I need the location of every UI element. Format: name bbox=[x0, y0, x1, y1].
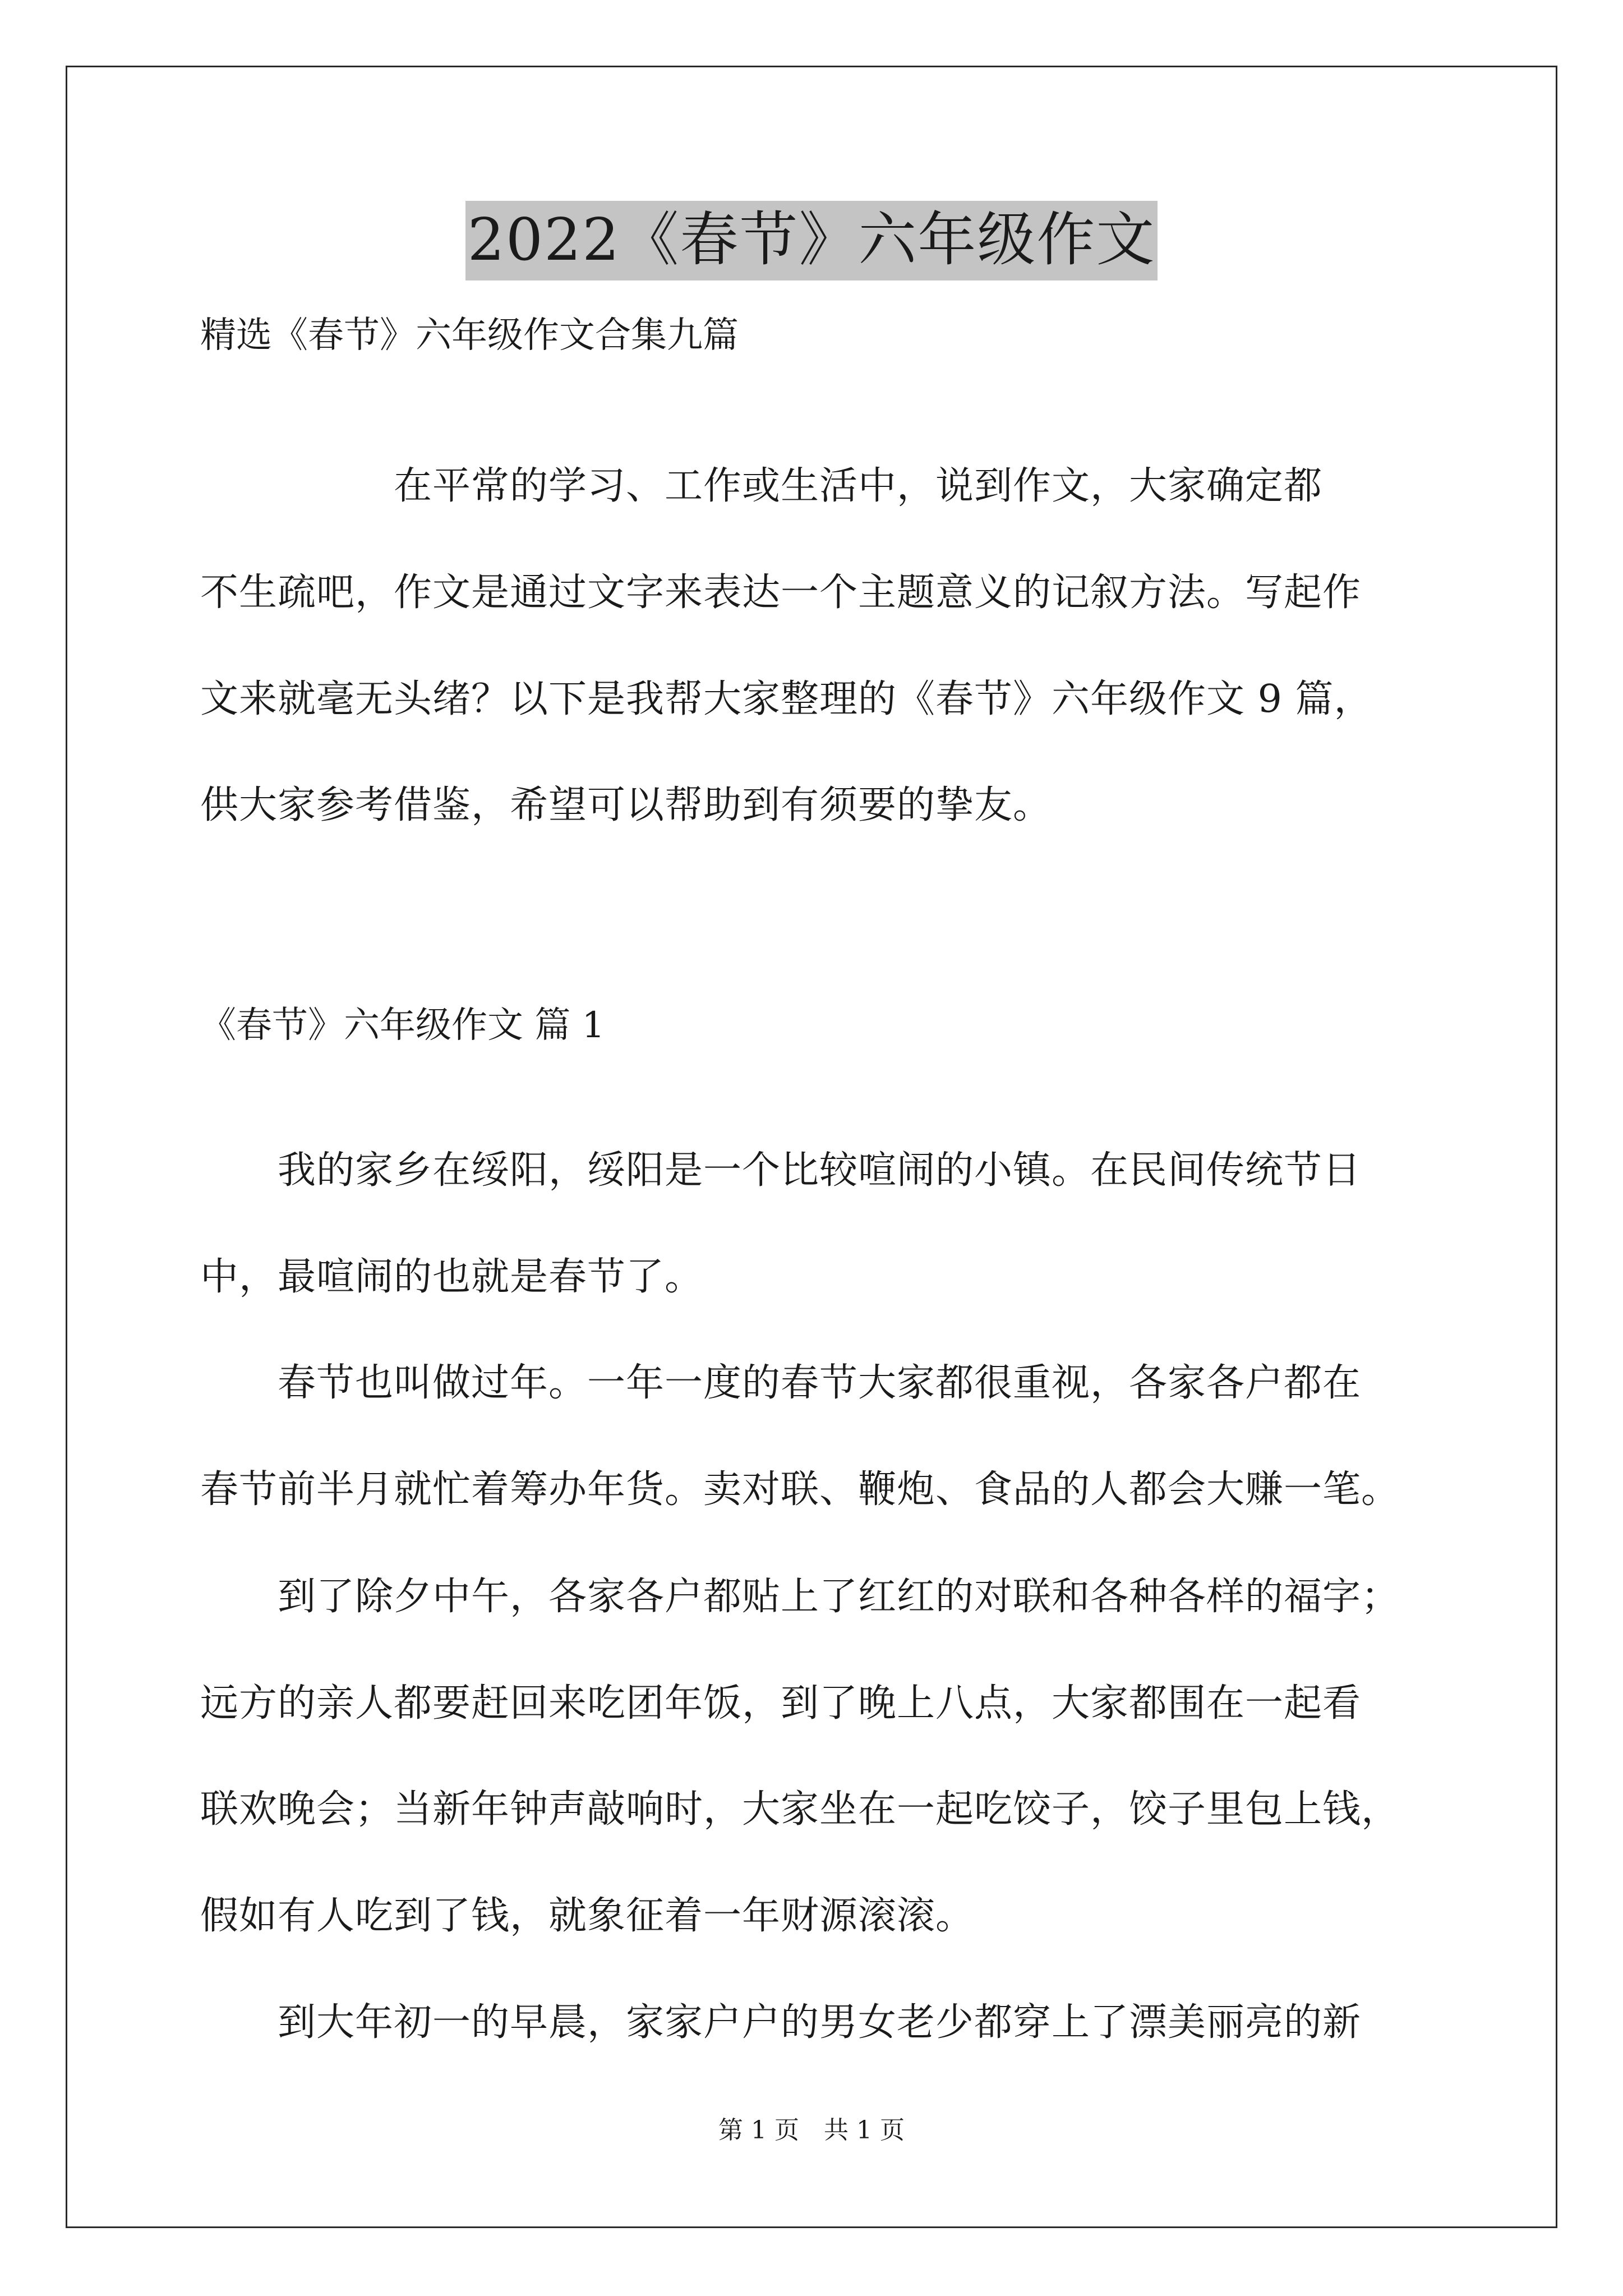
body-line: 假如有人吃到了钱，就象征着一年财源滚滚。 bbox=[200, 1894, 975, 1938]
document-title: 2022《春节》六年级作文 bbox=[465, 201, 1158, 280]
body-line: 春节前半月就忙着筹办年货。卖对联、鞭炮、食品的人都会大赚一笔。 bbox=[200, 1467, 1400, 1512]
page-footer: 第 1 页 共 1 页 bbox=[718, 2116, 905, 2145]
body-line: 中，最喧闹的也就是春节了。 bbox=[200, 1255, 704, 1299]
body-line: 春节也叫做过年。一年一度的春节大家都很重视，各家各户都在 bbox=[200, 1361, 1362, 1405]
body-line: 到大年初一的早晨，家家户户的男女老少都穿上了漂美丽亮的新 bbox=[200, 2000, 1362, 2045]
body-line: 到了除夕中午，各家各户都贴上了红红的对联和各种各样的福字； bbox=[200, 1575, 1400, 1619]
body-line: 远方的亲人都要赶回来吃团年饭，到了晚上八点，大家都围在一起看 bbox=[200, 1681, 1362, 1726]
intro-line: 不生疏吧，作文是通过文字来表达一个主题意义的记叙方法。写起作 bbox=[200, 570, 1362, 615]
body-line: 联欢晚会；当新年钟声敲响时，大家坐在一起吃饺子，饺子里包上钱， bbox=[200, 1787, 1400, 1832]
intro-line: 文来就毫无头绪？以下是我帮大家整理的《春节》六年级作文 9 篇， bbox=[200, 677, 1373, 721]
body-line: 我的家乡在绥阳，绥阳是一个比较喧闹的小镇。在民间传统节日 bbox=[200, 1148, 1362, 1193]
document-subtitle: 精选《春节》六年级作文合集九篇 bbox=[200, 315, 739, 356]
intro-line: 供大家参考借鉴，希望可以帮助到有须要的挚友。 bbox=[200, 783, 1052, 827]
title-wrap bbox=[0, 201, 1623, 280]
section-heading: 《春节》六年级作文 篇 1 bbox=[200, 1005, 605, 1046]
intro-line: 在平常的学习、工作或生活中，说到作文，大家确定都 bbox=[200, 464, 1323, 508]
